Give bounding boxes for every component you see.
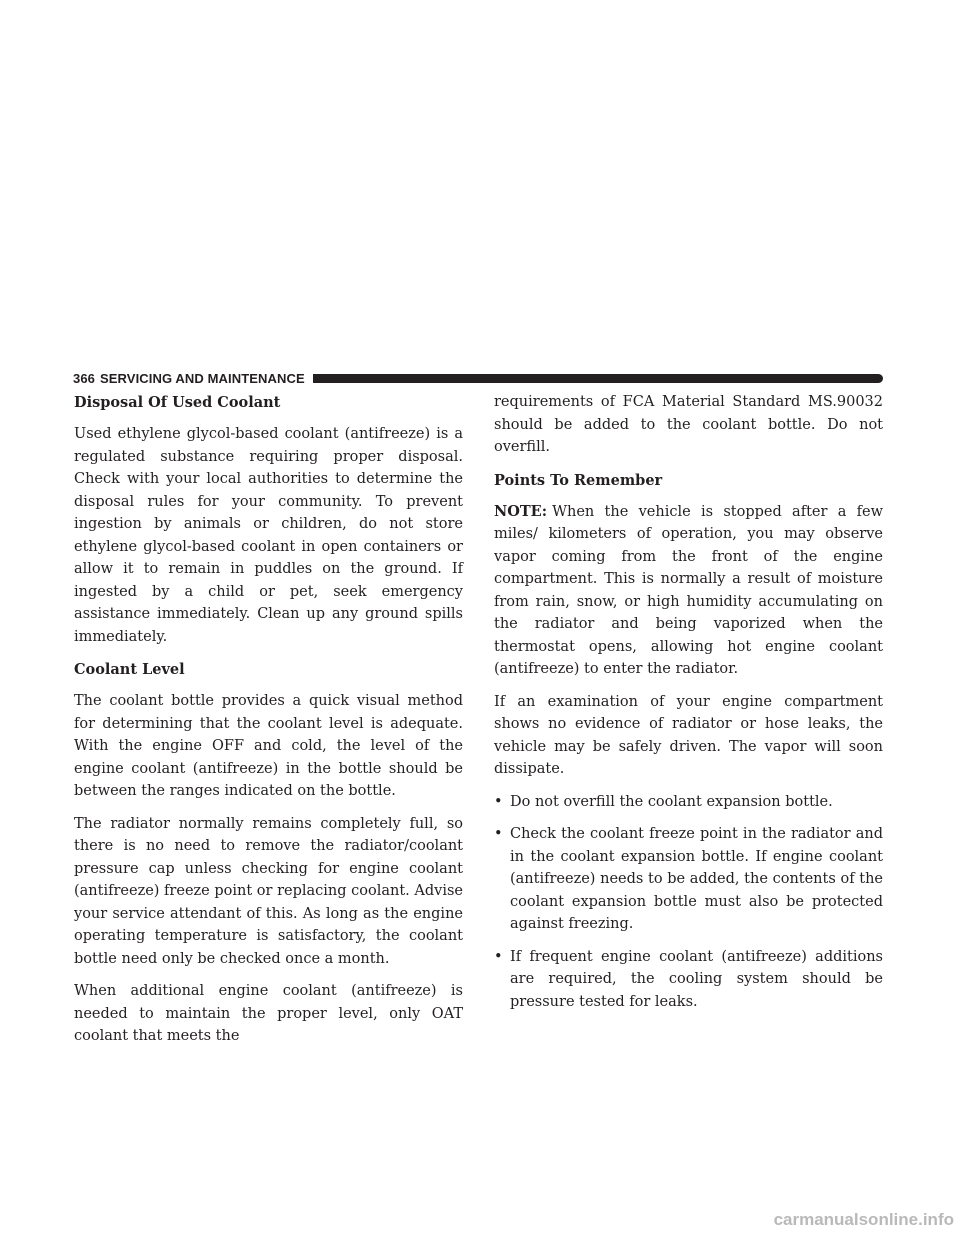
list-item: [494, 946, 883, 1014]
list-item-text: Check the coolant freeze point in the radiator and in the coolant expansion bottle. If engine coolant (antifreeze) needs to be added, the contents of the coolant expansion bottle must also be protected against freezing.: [510, 826, 883, 932]
left-column: [74, 391, 463, 1058]
paragraph-level-2: The radiator normally remains completely full, so there is no need to remove the radiator/coolant pressure cap unless checking for engine coolant (antifreeze) freeze point or replacing coolant. Advise your service attendant of this. As long as the engine operating temperature is satisfactory, the coolant bottle need only be checked once a month.: [74, 815, 463, 967]
paragraph-disposal: Used ethylene glycol-based coolant (antifreeze) is a regulated substance requiring proper disposal. Check with your local authorities to determine the disposal rules for your community. To prevent ingestion by animals or children, do not store ethylene glycol-based coolant in open containers or allow it to remain in puddles on the ground. If ingested by a child or pet, seek emergency assistance immediately. Clean up any ground spills immediately.: [74, 426, 463, 645]
list-item: [494, 791, 883, 814]
note-label: NOTE:: [494, 502, 548, 520]
note-paragraph: [494, 501, 883, 681]
header-label: [73, 371, 305, 386]
paragraph-level-3: When additional engine coolant (antifreeze) is needed to maintain the proper level, only OAT coolant that meets the: [74, 983, 463, 1044]
header-rule: [313, 374, 883, 383]
right-column: [494, 391, 883, 1023]
section-title: SERVICING AND MAINTENANCE: [100, 370, 305, 386]
list-item: [494, 823, 883, 936]
bullet-icon: •: [494, 948, 503, 965]
bullet-icon: •: [494, 793, 503, 810]
bullet-icon: •: [494, 826, 503, 842]
heading-disposal: Disposal Of Used Coolant: [74, 394, 281, 411]
watermark: carmanualsonline.info: [773, 1210, 954, 1229]
list-item-text: If frequent engine coolant (antifreeze) additions are required, the cooling system should be pressure tested for leaks.: [510, 948, 883, 1010]
page-number: 366: [73, 370, 95, 386]
bullet-list: [494, 791, 883, 1014]
heading-coolant-level: Coolant Level: [74, 661, 185, 678]
page-header: [73, 369, 883, 387]
paragraph-examination: If an examination of your engine compartment shows no evidence of radiator or hose leaks, the vehicle may be safely driven. The vapor will soon dissipate.: [494, 693, 883, 777]
paragraph-continued: requirements of FCA Material Standard MS.90032 should be added to the coolant bottle. Do not overfill.: [494, 394, 883, 455]
paragraph-level-1: The coolant bottle provides a quick visual method for determining that the coolant level is adequate. With the engine OFF and cold, the level of the engine coolant (antifreeze) in the bottle should be between the ranges indicated on the bottle.: [74, 693, 463, 799]
list-item-text: Do not overfill the coolant expansion bottle.: [510, 793, 833, 810]
heading-points-to-remember: Points To Remember: [494, 471, 663, 489]
note-text: When the vehicle is stopped after a few miles/ kilometers of operation, you may observe vapor coming from the front of the engine compartment. This is normally a result of moisture from rain, snow, or high humidity accumulating on the radiator and being vaporized when the thermostat opens, allowing hot engine coolant (antifreeze) to enter the radiator.: [494, 503, 883, 677]
